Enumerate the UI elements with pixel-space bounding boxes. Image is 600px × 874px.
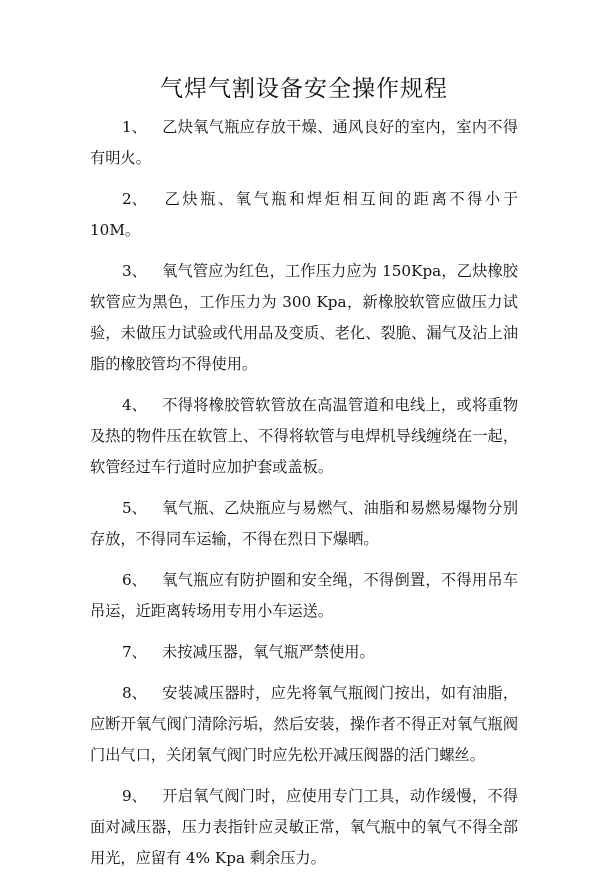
rule-text: 不得将橡胶管软管放在高温管道和电线上，或将重物及热的物件压在软管上、不得将软管与电焊机导线缠绕在一起，软管经过车行道时应加护套或盖板。: [90, 396, 518, 476]
rule-number: 3、: [122, 262, 147, 280]
rule-item-7: [90, 637, 518, 668]
rule-number: 2、: [122, 190, 147, 208]
rule-item-6: [90, 565, 518, 627]
rule-number: 7、: [122, 643, 147, 661]
rule-item-3: [90, 256, 518, 380]
rule-item-8: [90, 678, 518, 771]
rule-text: 氧气瓶、乙炔瓶应与易燃气、油脂和易燃易爆物分别存放，不得同车运输，不得在烈日下爆晒。: [90, 499, 518, 548]
rule-text: 安装减压器时，应先将氧气瓶阀门按出，如有油脂，应断开氧气阀门清除污垢，然后安装，操作者不得正对氧气瓶阀门出气口，关闭氧气阀门时应先松开减压阀器的活门螺丝。: [90, 684, 518, 764]
rule-text: 乙炔瓶、氧气瓶和焊炬相互间的距离不得小于 10M。: [90, 190, 518, 239]
rule-text: 氧气瓶应有防护圈和安全绳，不得倒置，不得用吊车吊运，近距离转场用专用小车运送。: [90, 571, 518, 620]
rule-item-9: [90, 781, 518, 874]
rule-number: 1、: [122, 118, 147, 136]
rule-text: 乙炔氧气瓶应存放干燥、通风良好的室内，室内不得有明火。: [90, 118, 518, 167]
rule-number: 9、: [122, 787, 147, 805]
rule-item-2: [90, 184, 518, 246]
rule-item-4: [90, 390, 518, 483]
rule-item-1: [90, 112, 518, 174]
rule-text: 开启氧气阀门时，应使用专门工具，动作缓慢，不得面对减压器，压力表指针应灵敏正常，氧气瓶中的氧气不得全部用光，应留有 4% Kpa 剩余压力。: [90, 787, 518, 867]
rule-number: 8、: [122, 684, 147, 702]
rule-item-5: [90, 493, 518, 555]
rule-number: 5、: [122, 499, 147, 517]
rule-text: 氧气管应为红色，工作压力应为 150Kpa，乙炔橡胶软管应为黑色，工作压力为 300 Kpa，新橡胶软管应做压力试验，未做压力试验或代用品及变质、老化、裂脆、漏气及沾上油脂的橡胶管均不得使用。: [90, 262, 518, 373]
document-title: 气焊气割设备安全操作规程: [160, 76, 448, 102]
rule-text: 未按减压器，氧气瓶严禁使用。: [162, 643, 375, 661]
rule-number: 6、: [122, 571, 147, 589]
rule-number: 4、: [122, 396, 147, 414]
